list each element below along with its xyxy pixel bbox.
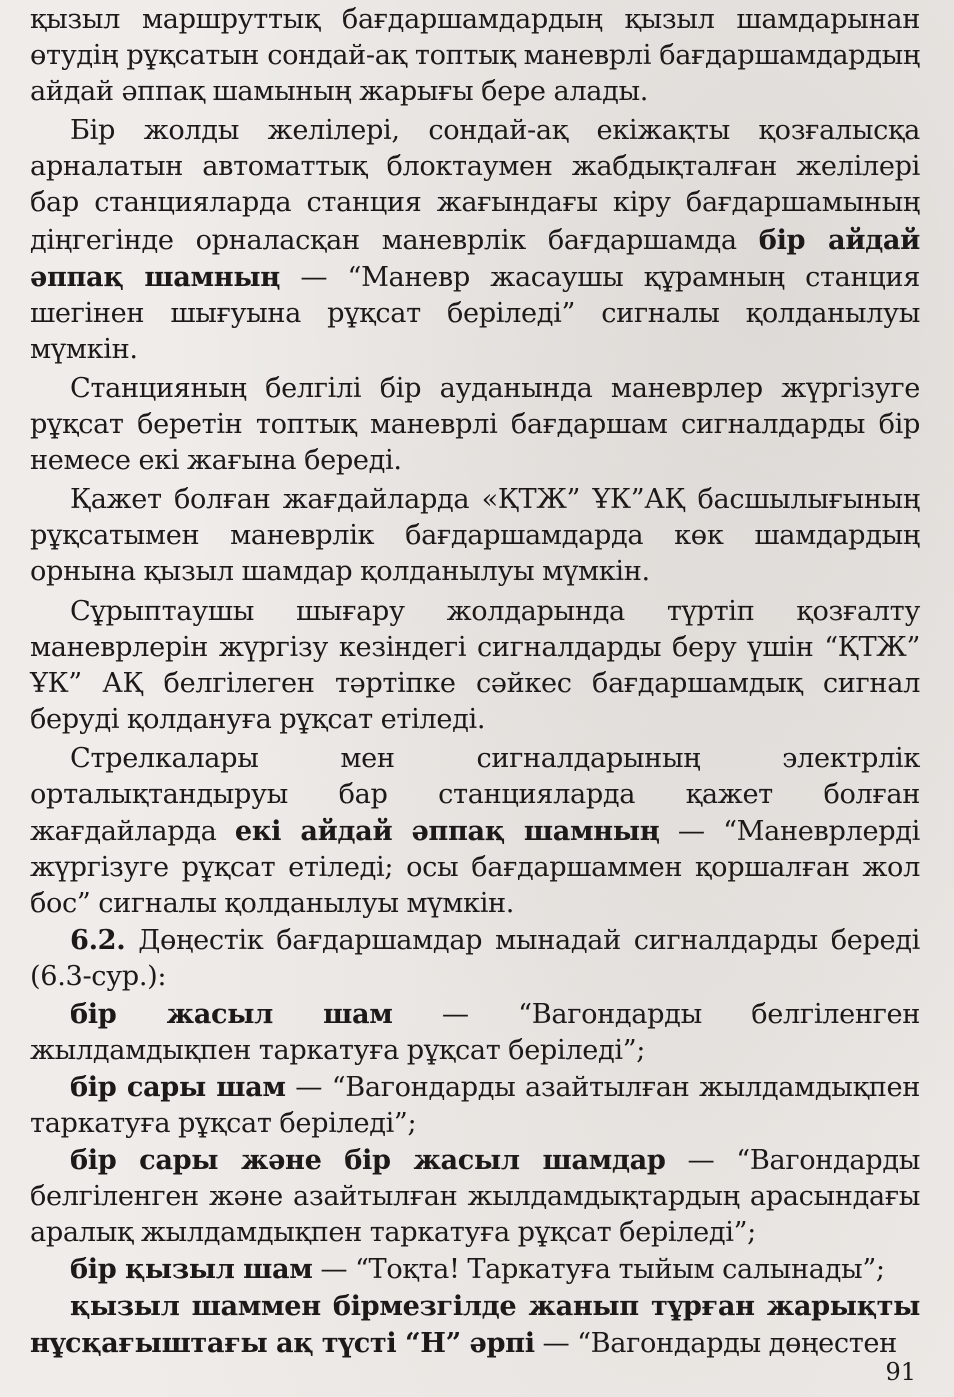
body-text xyxy=(30,0,920,1362)
paragraph-5 xyxy=(30,594,920,738)
text-run: — “Маневр жасаушы құрамның станция шегінен шығуына рұқсат беріледі” сигналы қолданылуы мүмкін. xyxy=(30,261,920,365)
text-run: қызыл маршруттық бағдаршамдардың қызыл шамдарынан өтудің рұқсатын сондай-ақ топтық маневрлі бағдаршамдардың айдай әппақ шамының жарығы бере алады. xyxy=(30,4,920,108)
bold-term: бір сары және бір жасыл шамдар xyxy=(70,1143,666,1176)
text-run: Қажет болған жағдайларда «ҚТЖ” ҰК”АҚ басшылығының рұқсатымен маневрлік бағдаршамдарда көк шамдардың орнына қызыл шамдар қолданылуы мүмкін. xyxy=(30,484,920,588)
signal-red xyxy=(30,1251,920,1288)
bold-term: қызыл шаммен бірмезгілде жанып тұрған жарықты нұсқағыштағы ақ түсті “Н” әрпі xyxy=(30,1290,920,1360)
signal-red-h-letter xyxy=(30,1288,920,1362)
text-run: Сұрыптаушы шығару жолдарында түртіп қозғалту маневрлерін жүргізу кезіндегі сигналдарды беру үшін “ҚТЖ” ҰК” АҚ белгілеген тәртіпке сәйкес бағдаршамдық сигнал беруді қолдануға рұқсат етіледі. xyxy=(30,595,920,735)
paragraph-4 xyxy=(30,482,920,590)
signal-yellow xyxy=(30,1069,920,1142)
bold-term: екі айдай әппақ шамның xyxy=(234,815,660,848)
text-run: Бір жолды желілері, сондай-ақ екіжақты қозғалысқа арналатын автоматтық блоктаумен жабдықталған желілері бар станцияларда станция жағындағы кіру бағдаршамының діңгегінде орналасқан маневрлік бағдаршамда xyxy=(30,115,920,256)
bold-term: бір айдай әппақ шамның xyxy=(30,223,920,293)
bold-term: бір қызыл шам xyxy=(70,1253,313,1286)
text-run: Станцияның белгілі бір ауданында маневрлер жүргізуге рұқсат беретін топтық маневрлі бағдаршам сигналдарды бір немесе екі жағына береді. xyxy=(30,372,920,477)
text-run: — “Маневрлерді жүргізуге рұқсат етіледі; осы бағдаршаммен қоршалған жол бос” сигналы қолданылуы мүмкін. xyxy=(30,816,920,920)
paragraph-2 xyxy=(30,113,920,368)
section-number: 6.2. xyxy=(70,924,126,957)
paragraph-6 xyxy=(30,741,920,922)
paragraph-3 xyxy=(30,371,920,479)
text-run: Дөңестік бағдаршамдар мынадай сигналдарды береді (6.3-сур.): xyxy=(30,925,920,993)
text-run: Стрелкалары мен сигналдарының электрлік орталықтандыруы бар станцияларда қажет болған жағдайларда xyxy=(30,742,920,848)
text-run: — “Вагондарды белгіленген жылдамдықпен таркатуға рұқсат беріледі”; xyxy=(30,998,920,1066)
text-run: — “Вагондарды белгіленген және азайтылған жылдамдықтардың арасындағы аралық жылдамдықпен таркатуға рұқсат беріледі”; xyxy=(30,1144,920,1249)
signal-yellow-green xyxy=(30,1142,920,1251)
signal-green xyxy=(30,996,920,1069)
text-run: — “Тоқта! Таркатуға тыйым салынады”; xyxy=(312,1254,885,1286)
bold-term: бір сары шам xyxy=(70,1070,286,1103)
paragraph-1 xyxy=(30,0,920,110)
text-run: — “Вагондарды дөңестен xyxy=(534,1328,897,1360)
section-6-2-intro xyxy=(30,922,920,995)
text-run: — “Вагондарды азайтылған жылдамдықпен таркатуға рұқсат беріледі”; xyxy=(30,1071,920,1139)
bold-term: бір жасыл шам xyxy=(70,997,393,1030)
page-number: 91 xyxy=(885,1358,916,1386)
